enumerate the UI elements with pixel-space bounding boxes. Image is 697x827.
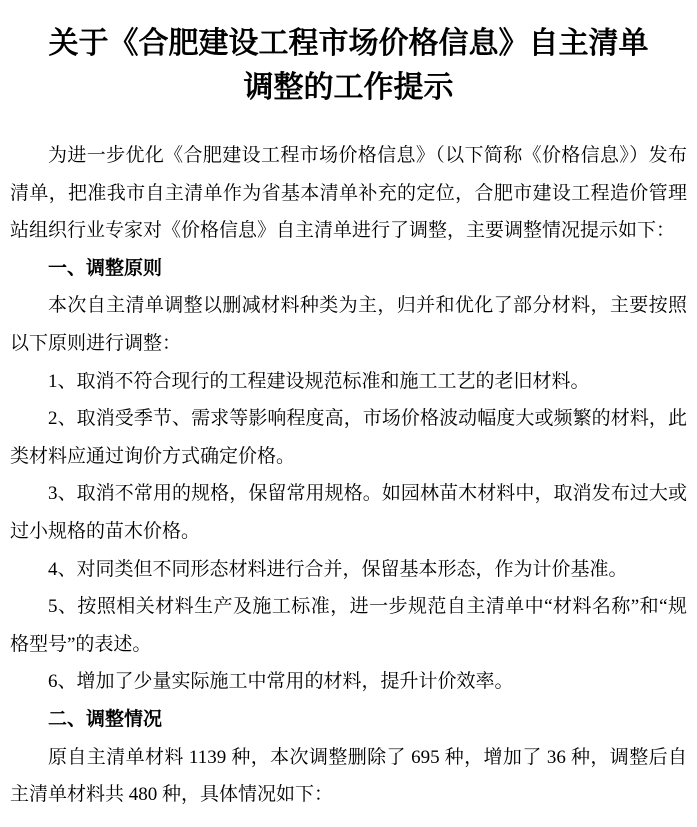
document-body bbox=[10, 137, 687, 814]
paragraph-principles-intro: 本次自主清单调整以删减材料种类为主，归并和优化了部分材料，主要按照以下原则进行调整： bbox=[10, 295, 687, 354]
paragraph-adjustment-summary: 原自主清单材料 1139 种，本次调整删除了 695 种，增加了 36 种，调整后自主清单材料共 480 种，具体情况如下： bbox=[10, 746, 687, 806]
paragraph-principle-5: 5、按照相关材料生产及施工标准，进一步规范自主清单中“材料名称”和“规格型号”的表述。 bbox=[10, 596, 687, 655]
paragraph-principle-3: 3、取消不常用的规格，保留常用规格。如园林苗木材料中，取消发布过大或过小规格的苗木价格。 bbox=[10, 483, 687, 542]
paragraph-principle-2: 2、取消受季节、需求等影响程度高，市场价格波动幅度大或频繁的材料，此类材料应通过询价方式确定价格。 bbox=[10, 408, 687, 467]
paragraph-principle-1: 1、取消不符合现行的工程建设规范标准和施工工艺的老旧材料。 bbox=[48, 370, 590, 392]
section-heading-1: 一、调整原则 bbox=[48, 257, 163, 279]
paragraph-principle-4: 4、对同类但不同形态材料进行合并，保留基本形态，作为计价基准。 bbox=[48, 558, 628, 580]
section-heading-2: 二、调整情况 bbox=[48, 708, 163, 730]
document-title-line-1: 关于《合肥建设工程市场价格信息》自主清单 bbox=[48, 27, 649, 60]
paragraph-intro: 为进一步优化《合肥建设工程市场价格信息》（以下简称《价格信息》）发布清单，把准我市自主清单作为省基本清单补充的定位，合肥市建设工程造价管理站组织行业专家对《价格信息》自主清单进行了调整，主要调整情况提示如下： bbox=[10, 145, 687, 242]
document-title-line-2: 调整的工作提示 bbox=[243, 71, 454, 104]
paragraph-principle-6: 6、增加了少量实际施工中常用的材料，提升计价效率。 bbox=[48, 671, 514, 693]
document-title bbox=[10, 22, 687, 110]
